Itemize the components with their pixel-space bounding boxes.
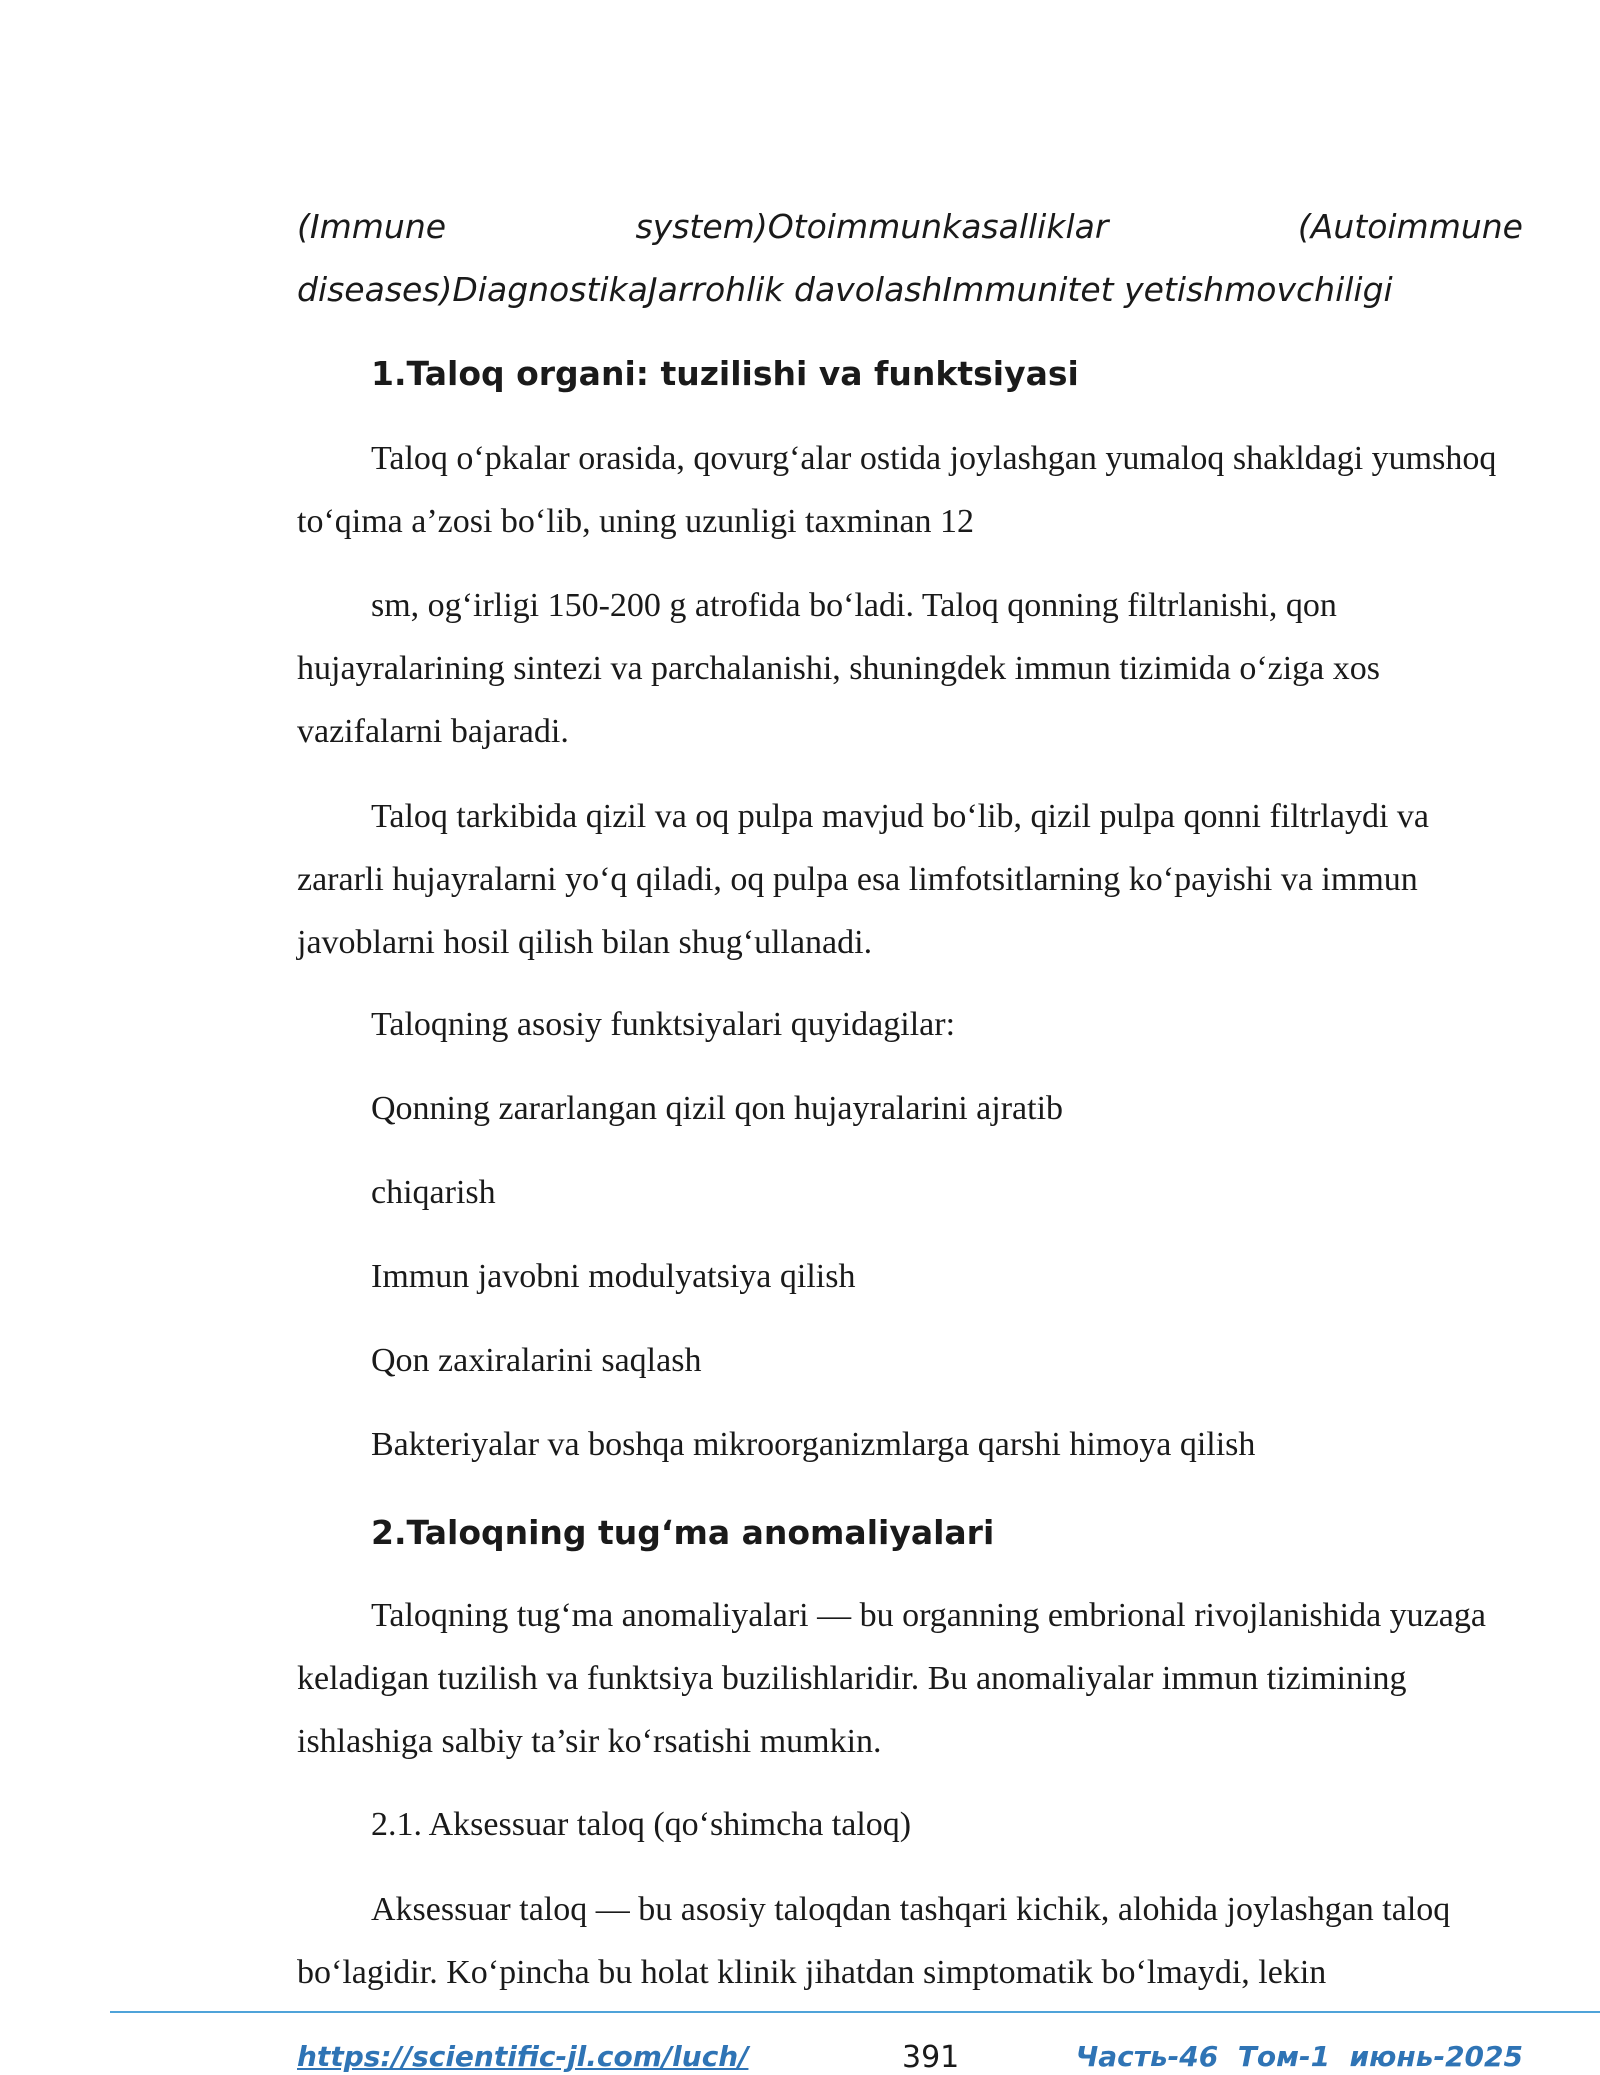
- keyword-immune-system-2: system)Otoimmunkasalliklar: [635, 207, 1109, 246]
- section-1-paragraph-2: sm, og‘irligi 150-200 g atrofida bo‘ladi. Taloq qonning filtrlanishi, qon hujayralarining sintezi va parchalanishi, shuningdek immun tizimida o‘ziga xos vazifalarni bajaradi.: [297, 587, 1381, 750]
- function-item-2: Immun javobni modulyatsiya qilish: [371, 1258, 856, 1295]
- section-1-heading: 1.Taloq organi: tuzilishi va funktsiyasi: [371, 354, 1079, 393]
- function-item-1-continued: chiqarish: [371, 1174, 496, 1211]
- section-1-paragraph-1: Taloq o‘pkalar orasida, qovurg‘alar ostida joylashgan yumaloq shakldagi yumshoq to‘qima a’zosi bo‘lib, uning uzunligi taxminan 12: [297, 440, 1497, 540]
- function-item-3: Qon zaxiralarini saqlash: [371, 1342, 702, 1379]
- footer-journal-link[interactable]: https://scientific-jl.com/luch/: [297, 2040, 749, 2073]
- function-item-4: Bakteriyalar va boshqa mikroorganizmlarga qarshi himoya qilish: [371, 1426, 1256, 1463]
- keyword-immune-system-1: (Immune: [297, 207, 447, 246]
- section-2-subheading: 2.1. Aksessuar taloq (qo‘shimcha taloq): [371, 1806, 912, 1843]
- footer-divider: [110, 2011, 1600, 2013]
- section-2-paragraph-1: Taloqning tug‘ma anomaliyalari — bu organning embrional rivojlanishida yuzaga keladigan tuzilish va funktsiya buzilishlaridir. Bu anomaliyalar immun tizimining ishlashiga salbiy ta’sir ko‘rsatishi mumkin.: [297, 1597, 1486, 1760]
- functions-intro: Taloqning asosiy funktsiyalari quyidagilar:: [371, 1006, 956, 1043]
- footer-issue-info: Часть-46 Том-1 июнь-2025: [1075, 2040, 1523, 2073]
- page-number: 391: [902, 2040, 960, 2075]
- keyword-autoimmune: (Autoimmune: [1297, 207, 1523, 246]
- keywords-line-1: [297, 207, 1523, 246]
- keywords-line-2: diseases)DiagnostikaJarrohlik davolashImmunitet yetishmovchiligi: [297, 270, 1393, 309]
- section-2-paragraph-2: Aksessuar taloq — bu asosiy taloqdan tashqari kichik, alohida joylashgan taloq bo‘lagidir. Ko‘pincha bu holat klinik jihatdan simptomatik bo‘lmaydi, lekin: [297, 1891, 1451, 1991]
- section-1-paragraph-3: Taloq tarkibida qizil va oq pulpa mavjud bo‘lib, qizil pulpa qonni filtrlaydi va zararli hujayralarni yo‘q qiladi, oq pulpa esa limfotsitlarning ko‘payishi va immun javoblarni hosil qilish bilan shug‘ullanadi.: [297, 798, 1430, 961]
- section-2-heading: 2.Taloqning tug‘ma anomaliyalari: [371, 1513, 995, 1552]
- function-item-1: Qonning zararlangan qizil qon hujayralarini ajratib: [371, 1090, 1064, 1127]
